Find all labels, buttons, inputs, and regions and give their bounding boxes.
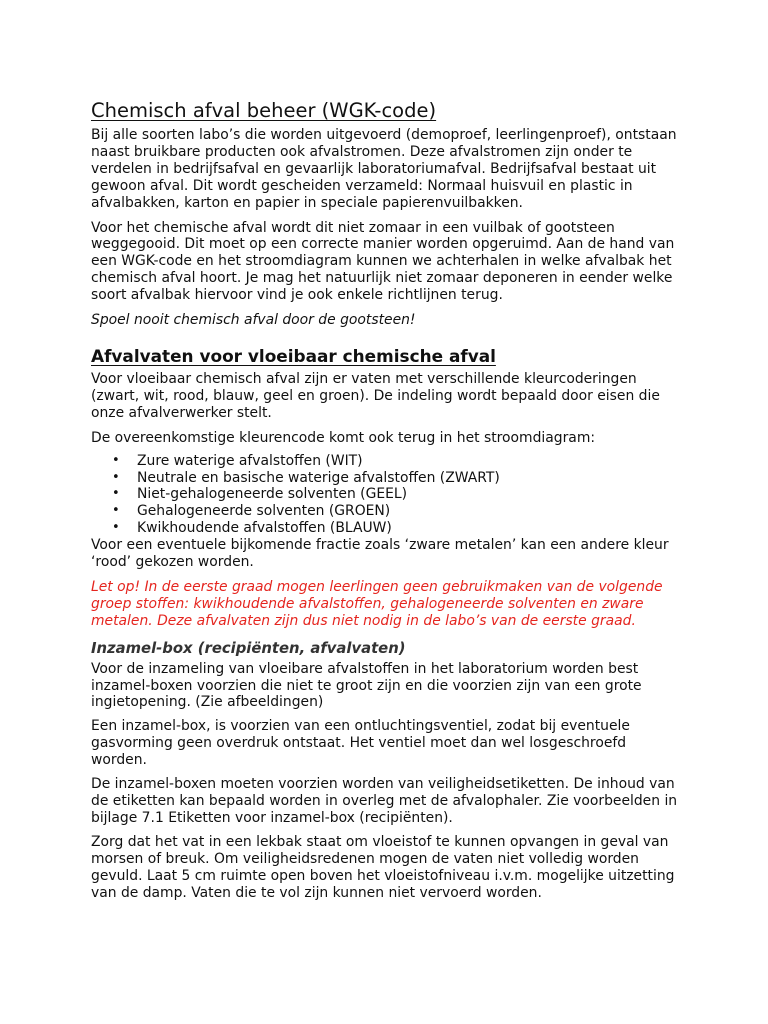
bullet-icon: • — [112, 520, 120, 536]
list-item-text: Kwikhoudende afvalstoffen (BLAUW) — [137, 520, 392, 537]
subsection-paragraph-2: Een inzamel-box, is voorzien van een ontluchtingsventiel, zodat bij eventuele gasvorming geen overdruk ontstaat. Het ventiel moet dan wel losgeschroefd worden. — [91, 718, 630, 769]
list-item — [91, 470, 681, 487]
subsection-paragraph-1: Voor de inzameling van vloeibare afvalstoffen in het laboratorium worden best inzamel-boxen voorzien die niet te groot zijn en die voorzien zijn van een grote ingietopening. (Zie afbeeldingen) — [91, 660, 642, 711]
subsection-heading: Inzamel-box (recipiënten, afvalvaten) — [91, 639, 406, 657]
section-paragraph-1: Voor vloeibaar chemisch afval zijn er vaten met verschillende kleurcoderingen (zwart, wit, rood, blauw, geel en groen). De indeling wordt bepaald door eisen die onze afvalverwerker stelt. — [91, 370, 660, 421]
bullet-icon: • — [112, 452, 120, 468]
list-item-text: Gehalogeneerde solventen (GROEN) — [137, 503, 391, 520]
bullet-icon: • — [112, 503, 120, 519]
intro-paragraph-2: Voor het chemische afval wordt dit niet zomaar in een vuilbak of gootsteen weggegooid. Dit moet op een correcte manier worden opgeruimd. Aan de hand van een WGK-code en het stroomdiagram kunnen we achterhalen in welke afvalbak het chemisch afval hoort. Je mag het natuurlijk niet zomaar deponeren in eender welke soort afvalbak hiervoor vind je ook enkele richtlijnen terug. — [91, 219, 675, 304]
list-item — [91, 453, 681, 470]
subsection-paragraph-4: Zorg dat het vat in een lekbak staat om vloeistof te kunnen opvangen in geval van morsen of breuk. Om veiligheidsredenen mogen de vaten niet volledig worden gevuld. Laat 5 cm ruimte open boven het vloeistofniveau i.v.m. mogelijke uitzetting van de damp. Vaten die te vol zijn kunnen niet vervoerd worden. — [91, 833, 675, 901]
list-item-text: Neutrale en basische waterige afvalstoffen (ZWART) — [137, 469, 500, 486]
list-item — [91, 486, 681, 503]
document-page — [91, 98, 681, 901]
list-item-text: Zure waterige afvalstoffen (WIT) — [137, 452, 363, 469]
section-paragraph-3: Voor een eventuele bijkomende fractie zoals ‘zware metalen’ kan een andere kleur ‘rood’ gekozen worden. — [91, 537, 669, 571]
bullet-icon: • — [112, 469, 120, 485]
list-item — [91, 503, 681, 520]
bullet-icon: • — [112, 486, 120, 502]
list-item — [91, 520, 681, 537]
section-paragraph-2: De overeenkomstige kleurencode komt ook terug in het stroomdiagram: — [91, 429, 596, 446]
warning-text: Spoel nooit chemisch afval door de gootsteen! — [91, 312, 416, 329]
list-item-text: Niet-gehalogeneerde solventen (GEEL) — [137, 486, 408, 503]
red-notice: Let op! In de eerste graad mogen leerlingen geen gebruikmaken van de volgende groep stoffen: kwikhoudende afvalstoffen, gehalogeneerde solventen en zware metalen. Deze afvalvaten zijn dus niet nodig in de labo’s van de eerste graad. — [91, 578, 663, 629]
section-heading: Afvalvaten voor vloeibaar chemische afval — [91, 345, 496, 366]
subsection-paragraph-3: De inzamel-boxen moeten voorzien worden van veiligheidsetiketten. De inhoud van de etiketten kan bepaald worden in overleg met de afvalophaler. Zie voorbeelden in bijlage 7.1 Etiketten voor inzamel-box (recipiënten). — [91, 776, 678, 826]
document-title: Chemisch afval beheer (WGK-code) — [91, 99, 437, 122]
color-code-list — [91, 453, 681, 538]
intro-paragraph-1: Bij alle soorten labo’s die worden uitgevoerd (demoproef, leerlingenproef), ontstaan naast bruikbare producten ook afvalstromen. Deze afvalstromen zijn onder te verdelen in bedrijfsafval en gevaarlijk laboratoriumafval. Bedrijfsafval bestaat uit gewoon afval. Dit wordt gescheiden verzameld: Normaal huisvuil en plastic in afvalbakken, karton en papier in speciale papierenvuilbakken. — [91, 127, 677, 211]
